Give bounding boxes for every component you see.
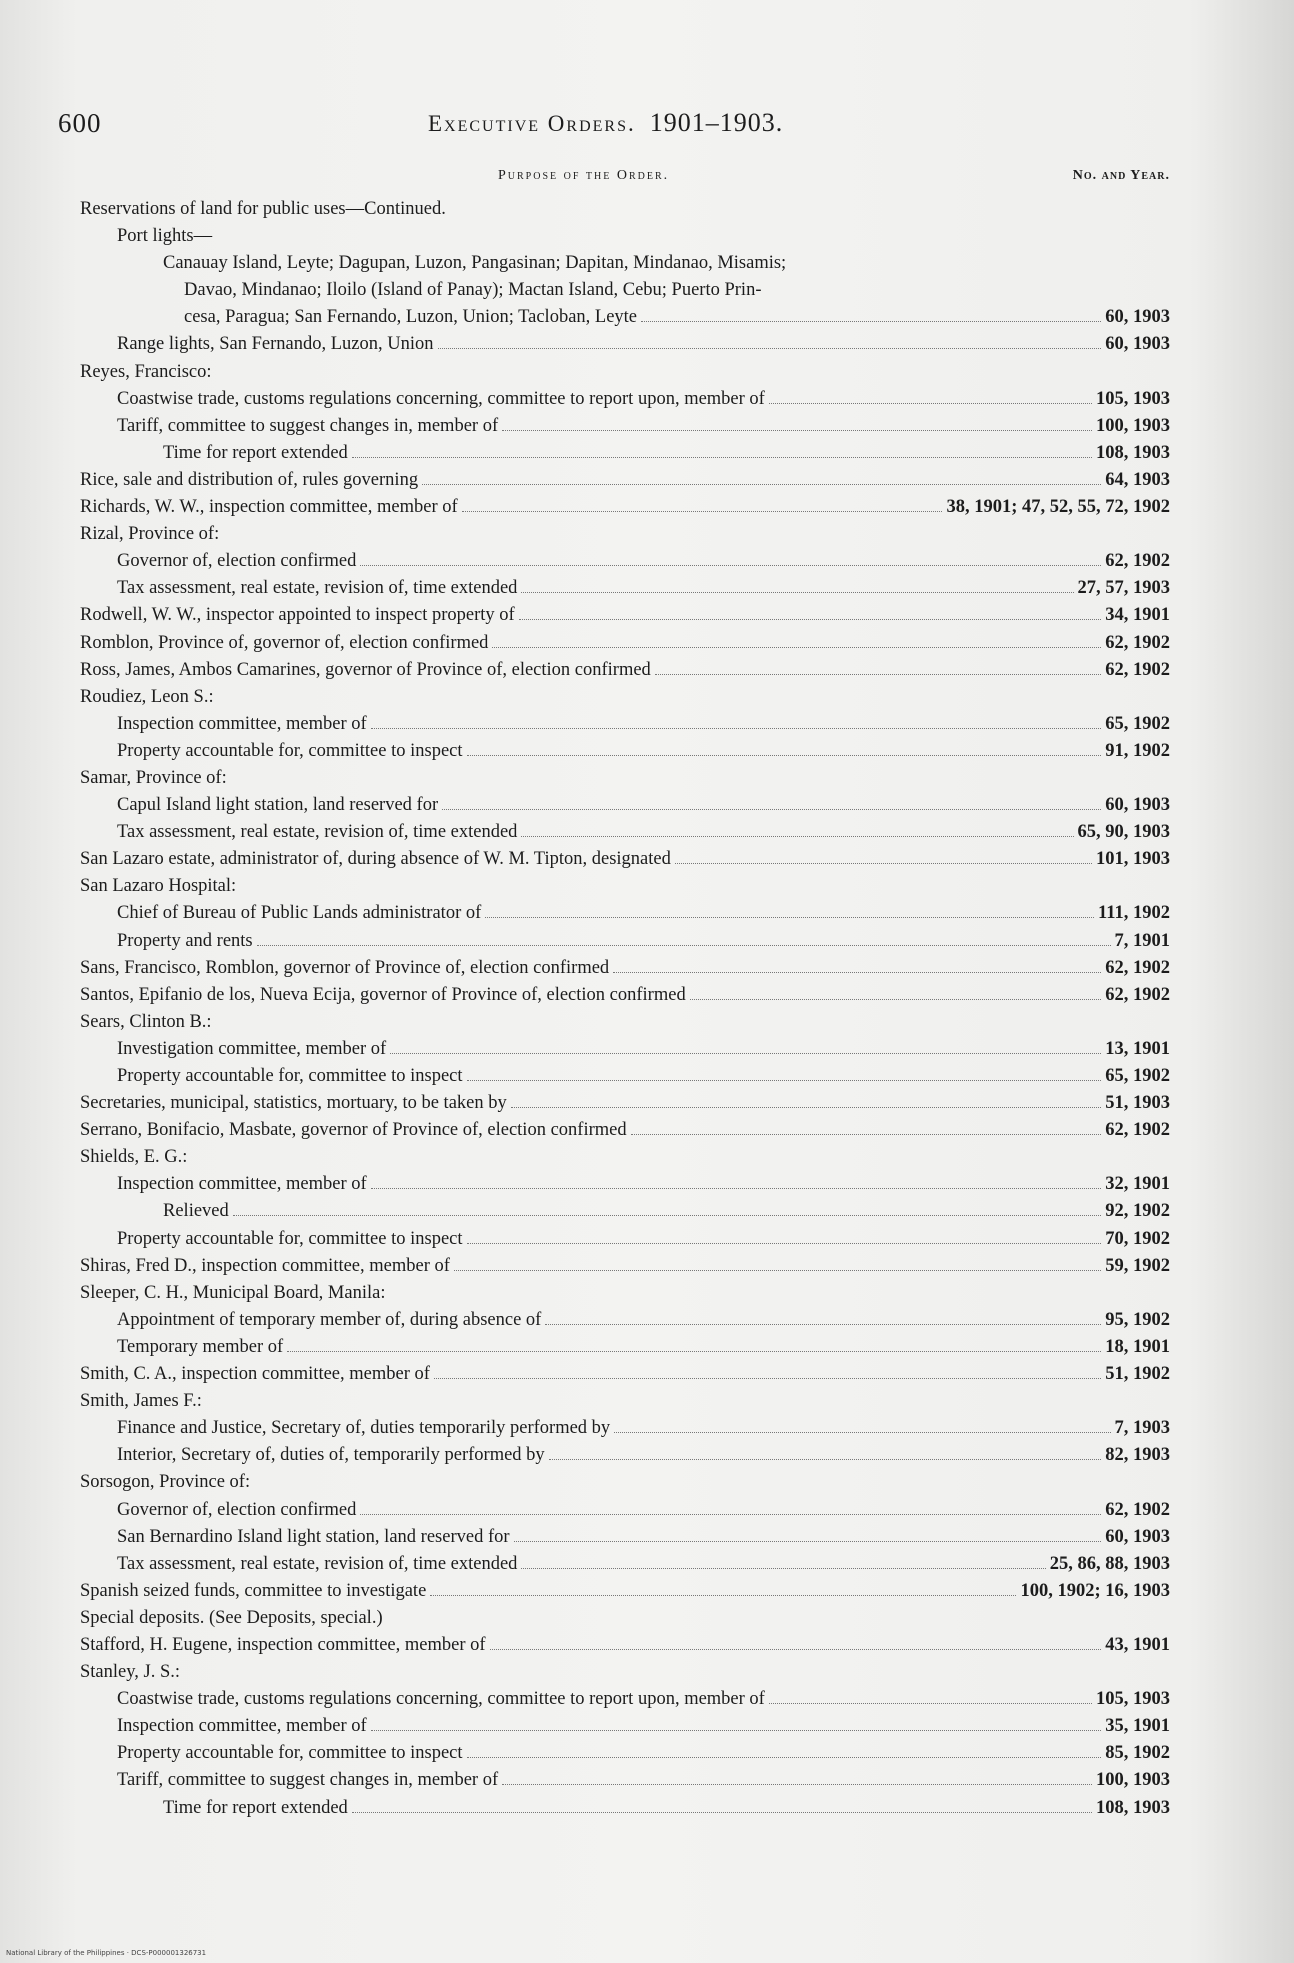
entry-text: Chief of Bureau of Public Lands administrator of — [117, 903, 482, 924]
entry-text: Santos, Epifanio de los, Nueva Ecija, governor of Province of, election confirmed — [80, 984, 686, 1005]
index-entry — [80, 1253, 1170, 1280]
dot-leader — [641, 321, 1101, 322]
entry-text: Reyes, Francisco: — [80, 361, 212, 382]
entry-order-number: 82, 1903 — [1105, 1445, 1170, 1466]
index-entry — [80, 1686, 1170, 1713]
index-entry — [80, 711, 1170, 738]
index-entry — [80, 738, 1170, 765]
index-entry — [80, 1524, 1170, 1551]
dot-leader — [352, 457, 1092, 458]
entry-text: Rice, sale and distribution of, rules governing — [80, 469, 419, 490]
entry-text: Tariff, committee to suggest changes in, member of — [117, 1770, 499, 1791]
entry-text: Time for report extended — [163, 442, 348, 463]
entry-text: Smith, C. A., inspection committee, member of — [80, 1364, 430, 1385]
entry-order-number: 105, 1903 — [1096, 1689, 1170, 1710]
entry-order-number: 91, 1902 — [1105, 740, 1170, 761]
dot-leader — [462, 511, 943, 512]
entry-text: Property accountable for, committee to inspect — [117, 740, 463, 761]
entry-order-number: 35, 1901 — [1105, 1716, 1170, 1737]
entry-text: Sears, Clinton B.: — [80, 1011, 212, 1032]
entry-text: Romblon, Province of, governor of, election confirmed — [80, 632, 489, 653]
dot-leader — [492, 647, 1101, 648]
entry-order-number: 64, 1903 — [1105, 469, 1170, 490]
index-entry — [80, 1280, 1170, 1307]
index-entry — [80, 304, 1170, 331]
running-title-text: Executive Orders. — [428, 111, 636, 136]
entry-order-number: 100, 1903 — [1096, 415, 1170, 436]
entry-text: Relieved — [163, 1201, 229, 1222]
entry-text: Shiras, Fred D., inspection committee, member of — [80, 1255, 450, 1276]
entry-text: Coastwise trade, customs regulations concerning, committee to report upon, member of — [117, 388, 765, 409]
entry-order-number: 32, 1901 — [1105, 1174, 1170, 1195]
entry-order-number: 101, 1903 — [1096, 849, 1170, 870]
index-entry — [80, 1415, 1170, 1442]
index-entry — [80, 1063, 1170, 1090]
index-entry — [80, 1171, 1170, 1198]
dot-leader — [614, 1432, 1110, 1433]
dot-leader — [438, 348, 1102, 349]
index-entry — [80, 982, 1170, 1009]
entry-text: Interior, Secretary of, duties of, temporarily performed by — [117, 1445, 545, 1466]
index-entry — [80, 467, 1170, 494]
entry-text: Sleeper, C. H., Municipal Board, Manila: — [80, 1282, 386, 1303]
index-entry — [80, 1036, 1170, 1063]
dot-leader — [511, 1107, 1102, 1108]
entry-text: Ross, James, Ambos Camarines, governor of Province of, election confirmed — [80, 659, 651, 680]
dot-leader — [490, 1649, 1102, 1650]
entry-order-number: 100, 1902; 16, 1903 — [1020, 1580, 1170, 1601]
index-entry — [80, 1767, 1170, 1794]
dot-leader — [233, 1215, 1101, 1216]
entry-order-number: 65, 1902 — [1105, 1066, 1170, 1086]
index-entry — [80, 250, 1170, 277]
entry-order-number: 105, 1903 — [1096, 388, 1170, 409]
entry-text: Time for report extended — [163, 1797, 348, 1818]
dot-leader — [502, 1784, 1092, 1785]
entry-order-number: 43, 1901 — [1105, 1634, 1170, 1655]
index-entry — [80, 413, 1170, 440]
dot-leader — [467, 1757, 1102, 1758]
index-entry — [80, 1009, 1170, 1036]
index-entry — [80, 657, 1170, 684]
entry-text: Property accountable for, committee to inspect — [117, 1228, 463, 1249]
dot-leader — [257, 945, 1111, 946]
index-entry — [80, 1551, 1170, 1578]
dot-leader — [371, 1730, 1102, 1731]
entry-text: Sans, Francisco, Romblon, governor of Province of, election confirmed — [80, 957, 610, 978]
entry-text: Appointment of temporary member of, during absence of — [117, 1309, 542, 1330]
dot-leader — [521, 836, 1073, 837]
entry-order-number: 62, 1902 — [1105, 659, 1170, 680]
entry-order-number: 18, 1901 — [1105, 1336, 1170, 1357]
entry-text: Rodwell, W. W., inspector appointed to inspect property of — [80, 605, 515, 626]
dot-leader — [521, 1568, 1045, 1569]
dot-leader — [371, 1188, 1102, 1189]
dot-leader — [485, 917, 1094, 918]
entry-text: San Bernardino Island light station, land reserved for — [117, 1526, 510, 1547]
index-entry — [80, 575, 1170, 602]
entry-text: Richards, W. W., inspection committee, member of — [80, 497, 458, 518]
index-entry — [80, 440, 1170, 467]
index-entry — [80, 928, 1170, 955]
index-entry — [80, 792, 1170, 819]
index-entry — [80, 765, 1170, 792]
entry-order-number: 13, 1901 — [1105, 1038, 1170, 1059]
entry-text: Inspection committee, member of — [117, 1174, 367, 1195]
entry-order-number: 92, 1902 — [1105, 1201, 1170, 1222]
index-entry — [80, 359, 1170, 386]
index-entry — [80, 873, 1170, 900]
entry-text: Tax assessment, real estate, revision of, time extended — [117, 822, 518, 843]
index-entry — [80, 1442, 1170, 1469]
dot-leader — [371, 728, 1102, 729]
entry-text: San Lazaro estate, administrator of, during absence of W. M. Tipton, designated — [80, 849, 671, 870]
entry-order-number: 51, 1902 — [1105, 1364, 1170, 1385]
dot-leader — [422, 484, 1101, 485]
entry-text: Property accountable for, committee to inspect — [117, 1066, 463, 1086]
index-entry — [80, 1198, 1170, 1225]
index-entry — [80, 1334, 1170, 1361]
entry-order-number: 59, 1902 — [1105, 1255, 1170, 1276]
dot-leader — [631, 1134, 1102, 1135]
entry-order-number: 62, 1902 — [1105, 551, 1170, 572]
entry-order-number: 108, 1903 — [1096, 1797, 1170, 1818]
index-entry — [80, 1713, 1170, 1740]
dot-leader — [467, 1243, 1102, 1244]
entry-text: Stafford, H. Eugene, inspection committee, member of — [80, 1634, 486, 1655]
column-header-purpose: Purpose of the Order. — [498, 168, 670, 183]
index-entry — [80, 196, 1170, 223]
entry-order-number: 60, 1903 — [1105, 307, 1170, 328]
entry-order-number: 34, 1901 — [1105, 605, 1170, 626]
entry-text: Samar, Province of: — [80, 767, 227, 788]
index-entry — [80, 819, 1170, 846]
index-entry — [80, 1226, 1170, 1253]
entry-text: Port lights— — [117, 226, 213, 247]
index-entry — [80, 602, 1170, 629]
entry-order-number: 62, 1902 — [1105, 1499, 1170, 1520]
index-entry — [80, 630, 1170, 657]
dot-leader — [454, 1270, 1101, 1271]
entry-text: Inspection committee, member of — [117, 713, 367, 734]
dot-leader — [467, 755, 1102, 756]
entry-text: Property and rents — [117, 930, 253, 951]
entry-text: Coastwise trade, customs regulations concerning, committee to report upon, member of — [117, 1689, 765, 1710]
entry-order-number: 38, 1901; 47, 52, 55, 72, 1902 — [946, 497, 1170, 518]
entry-text: Range lights, San Fernando, Luzon, Union — [117, 334, 434, 355]
index-entry — [80, 277, 1170, 304]
dot-leader — [442, 809, 1101, 810]
entry-order-number: 70, 1902 — [1105, 1228, 1170, 1249]
index-entry — [80, 1361, 1170, 1388]
entry-text: Sorsogon, Province of: — [80, 1472, 251, 1493]
entry-text: Capul Island light station, land reserved for — [117, 795, 439, 816]
index-entry — [80, 1795, 1170, 1822]
entry-text: Smith, James F.: — [80, 1391, 202, 1412]
entry-text: Tariff, committee to suggest changes in, member of — [117, 415, 499, 436]
index-entry — [80, 1497, 1170, 1524]
dot-leader — [287, 1351, 1101, 1352]
dot-leader — [675, 863, 1092, 864]
entry-text: Spanish seized funds, committee to investigate — [80, 1580, 427, 1601]
entry-text: Property accountable for, committee to inspect — [117, 1743, 463, 1764]
dot-leader — [360, 565, 1101, 566]
entry-text: Special deposits. (See Deposits, special.) — [80, 1607, 383, 1628]
running-title-years: 1901–1903. — [649, 108, 784, 137]
entry-order-number: 85, 1902 — [1105, 1743, 1170, 1764]
entry-order-number: 60, 1903 — [1105, 795, 1170, 816]
dot-leader — [690, 999, 1102, 1000]
entry-text: cesa, Paragua; San Fernando, Luzon, Union; Tacloban, Leyte — [184, 307, 638, 328]
dot-leader — [434, 1378, 1101, 1379]
entry-text: Shields, E. G.: — [80, 1147, 188, 1168]
entry-text: Stanley, J. S.: — [80, 1662, 181, 1683]
entry-text: Reservations of land for public uses—Continued. — [80, 199, 446, 219]
entry-text: Tax assessment, real estate, revision of, time extended — [117, 1553, 518, 1574]
dot-leader — [514, 1541, 1102, 1542]
index-entry — [80, 846, 1170, 873]
entry-order-number: 60, 1903 — [1105, 334, 1170, 355]
dot-leader — [467, 1080, 1102, 1081]
entry-order-number: 7, 1901 — [1114, 930, 1170, 951]
index-entry — [80, 1307, 1170, 1334]
index-entry — [80, 548, 1170, 575]
index-entry — [80, 1090, 1170, 1117]
dot-leader — [430, 1595, 1016, 1596]
dot-leader — [613, 972, 1101, 973]
dot-leader — [549, 1459, 1102, 1460]
entry-order-number: 60, 1903 — [1105, 1526, 1170, 1547]
index-entry — [80, 331, 1170, 358]
dot-leader — [655, 674, 1101, 675]
column-header-number-year: No. and Year. — [1072, 168, 1170, 183]
entry-order-number: 100, 1903 — [1096, 1770, 1170, 1791]
entry-text: Serrano, Bonifacio, Masbate, governor of Province of, election confirmed — [80, 1120, 627, 1141]
dot-leader — [769, 1703, 1092, 1704]
column-headers — [58, 168, 1170, 190]
index-entry — [80, 955, 1170, 982]
entry-text: Tax assessment, real estate, revision of, time extended — [117, 578, 518, 599]
index-entry — [80, 386, 1170, 413]
index-entry — [80, 494, 1170, 521]
dot-leader — [519, 619, 1102, 620]
dot-leader — [390, 1053, 1101, 1054]
entry-text: Governor of, election confirmed — [117, 1499, 357, 1520]
dot-leader — [360, 1514, 1101, 1515]
entry-text: Roudiez, Leon S.: — [80, 686, 214, 707]
entry-order-number: 27, 57, 1903 — [1077, 578, 1170, 599]
index-entry — [80, 1388, 1170, 1415]
entry-order-number: 108, 1903 — [1096, 442, 1170, 463]
page-header — [58, 108, 1178, 148]
entry-text: Investigation committee, member of — [117, 1038, 387, 1059]
entry-text: Canauay Island, Leyte; Dagupan, Luzon, Pangasinan; Dapitan, Mindanao, Misamis; — [163, 253, 787, 274]
entry-order-number: 65, 1902 — [1105, 713, 1170, 734]
dot-leader — [502, 430, 1092, 431]
entry-text: Governor of, election confirmed — [117, 551, 357, 572]
index-entry — [80, 900, 1170, 927]
entry-text: Finance and Justice, Secretary of, duties temporarily performed by — [117, 1418, 611, 1439]
dot-leader — [769, 403, 1092, 404]
entry-order-number: 62, 1902 — [1105, 957, 1170, 978]
index-entries — [80, 196, 1170, 1822]
entry-text: Davao, Mindanao; Iloilo (Island of Panay); Mactan Island, Cebu; Puerto Prin- — [184, 280, 762, 301]
entry-order-number: 111, 1902 — [1098, 903, 1170, 924]
index-entry — [80, 1605, 1170, 1632]
entry-order-number: 62, 1902 — [1105, 632, 1170, 653]
dot-leader — [545, 1324, 1101, 1325]
index-entry — [80, 1469, 1170, 1496]
index-entry — [80, 684, 1170, 711]
index-entry — [80, 1632, 1170, 1659]
dot-leader — [521, 592, 1073, 593]
entry-order-number: 95, 1902 — [1105, 1309, 1170, 1330]
entry-text: Temporary member of — [117, 1336, 284, 1357]
index-entry — [80, 521, 1170, 548]
index-entry — [80, 223, 1170, 250]
entry-text: San Lazaro Hospital: — [80, 876, 237, 897]
entry-order-number: 62, 1902 — [1105, 1120, 1170, 1141]
index-entry — [80, 1740, 1170, 1767]
entry-order-number: 65, 90, 1903 — [1077, 822, 1170, 843]
entry-text: Rizal, Province of: — [80, 524, 220, 545]
entry-order-number: 51, 1903 — [1105, 1093, 1170, 1114]
index-entry — [80, 1659, 1170, 1686]
entry-order-number: 62, 1902 — [1105, 984, 1170, 1005]
entry-text: Inspection committee, member of — [117, 1716, 367, 1737]
index-entry — [80, 1578, 1170, 1605]
running-title — [428, 108, 783, 138]
dot-leader — [352, 1812, 1092, 1813]
entry-order-number: 7, 1903 — [1114, 1418, 1170, 1439]
footer-note: National Library of the Philippines · DCS-P000001326731 — [6, 1949, 207, 1957]
page-number: 600 — [58, 108, 102, 138]
index-entry — [80, 1117, 1170, 1144]
entry-order-number: 25, 86, 88, 1903 — [1049, 1553, 1170, 1574]
index-entry — [80, 1144, 1170, 1171]
entry-text: Secretaries, municipal, statistics, mortuary, to be taken by — [80, 1093, 507, 1114]
